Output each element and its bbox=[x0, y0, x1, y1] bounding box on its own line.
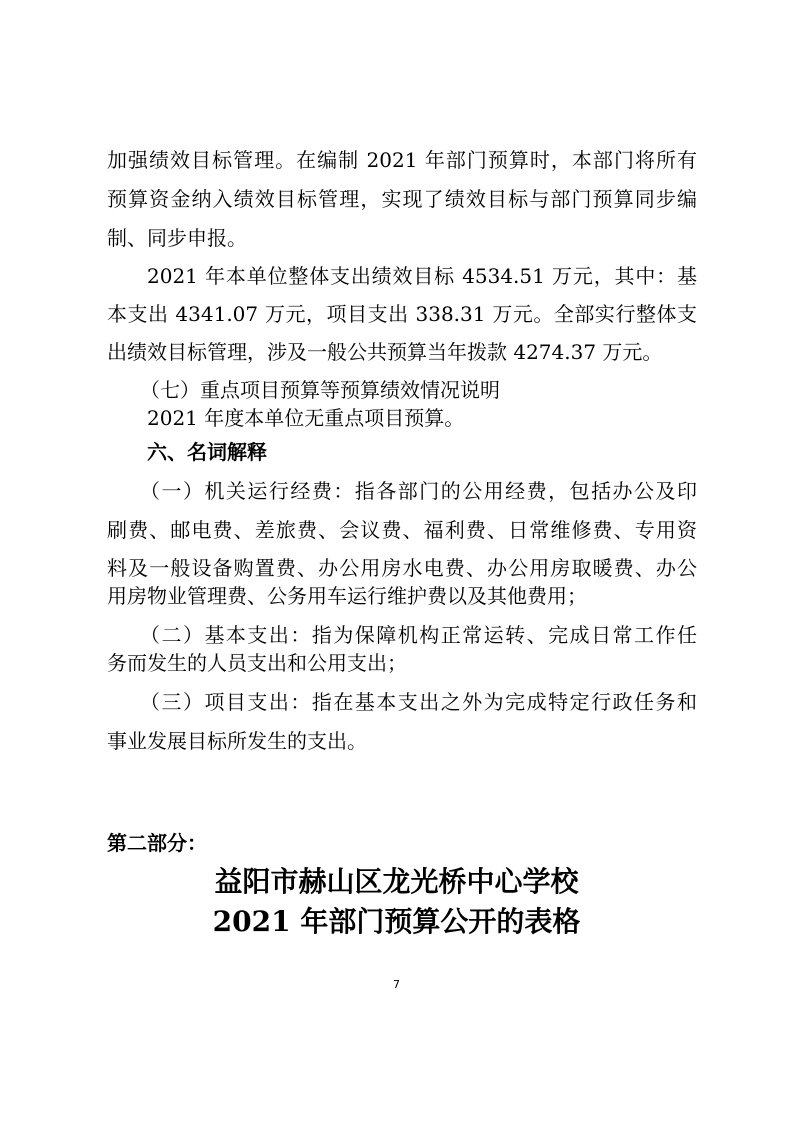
definition-1-line-4: 用房物业管理费、公务用车运行维护费以及其他费用； bbox=[107, 584, 587, 608]
body-line-3: 制、同步申报。 bbox=[107, 226, 247, 250]
section-heading-six: 六、名词解释 bbox=[147, 440, 267, 464]
body-line-2: 预算资金纳入绩效目标管理，实现了绩效目标与部门预算同步编 bbox=[107, 187, 697, 211]
body-line-4: 2021 年本单位整体支出绩效目标 4534.51 万元，其中：基 bbox=[147, 264, 697, 288]
body-line-5: 本支出 4341.07 万元，项目支出 338.31 万元。全部实行整体支 bbox=[107, 302, 697, 326]
definition-3-line-2: 事业发展目标所发生的支出。 bbox=[107, 729, 367, 753]
part-two-heading: 第二部分： bbox=[107, 831, 207, 855]
report-title-line-2: 2021 年部门预算公开的表格 bbox=[212, 905, 581, 938]
body-line-1: 加强绩效目标管理。在编制 2021 年部门预算时，本部门将所有 bbox=[107, 148, 697, 172]
page-number: 7 bbox=[393, 978, 400, 991]
definition-1-line-1: （一）机关运行经费：指各部门的公用经费，包括办公及印 bbox=[140, 479, 697, 503]
section-heading-seven: （七）重点项目预算等预算绩效情况说明 bbox=[140, 378, 500, 402]
definition-3-line-1: （三）项目支出：指在基本支出之外为完成特定行政任务和 bbox=[140, 690, 697, 714]
body-line-no-key-project: 2021 年度本单位无重点项目预算。 bbox=[147, 406, 465, 430]
body-line-6: 出绩效目标管理，涉及一般公共预算当年拨款 4274.37 万元。 bbox=[107, 340, 663, 364]
definition-1-line-3: 料及一般设备购置费、办公用房水电费、办公用房取暖费、办公 bbox=[107, 556, 697, 580]
report-title-line-1: 益阳市赫山区龙光桥中心学校 bbox=[214, 865, 579, 898]
definition-1-line-2: 刷费、邮电费、差旅费、会议费、福利费、日常维修费、专用资 bbox=[107, 518, 697, 542]
definition-2-line-1: （二）基本支出：指为保障机构正常运转、完成日常工作任 bbox=[140, 623, 697, 647]
definition-2-line-2: 务而发生的人员支出和公用支出； bbox=[107, 651, 407, 675]
